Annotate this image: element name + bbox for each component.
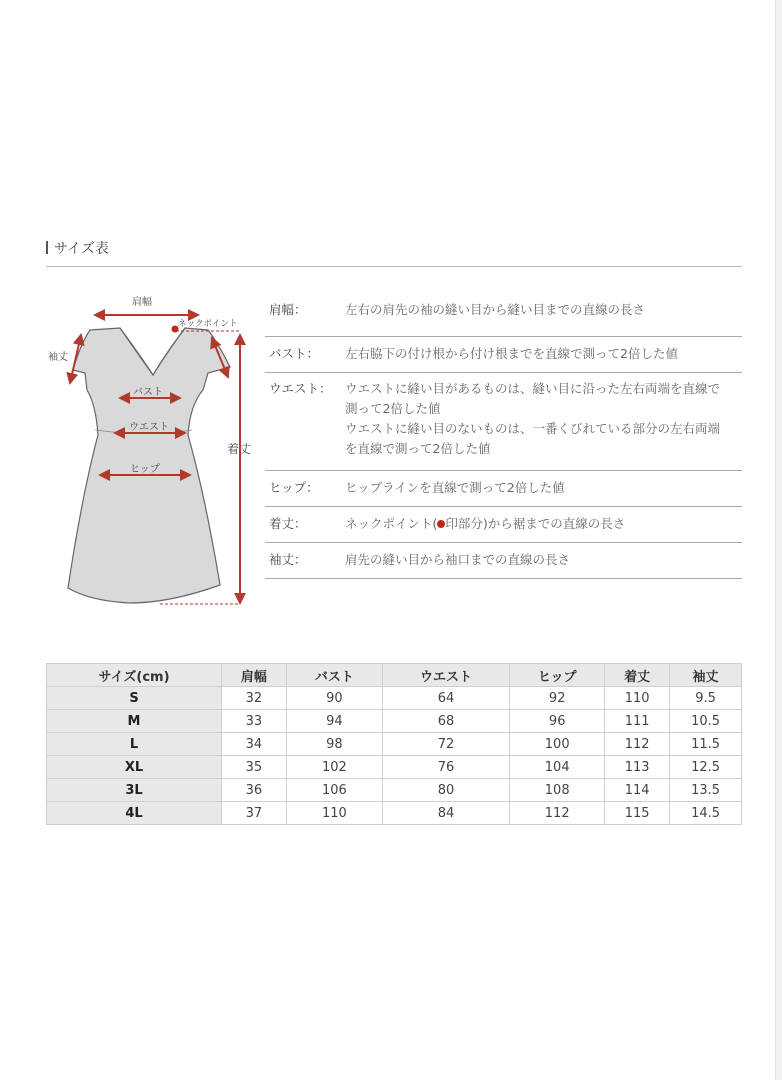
section-title-text: サイズ表 [54, 241, 109, 257]
label-length: 着丈 [227, 442, 252, 456]
table-cell: 34 [222, 733, 287, 756]
table-cell: 68 [382, 710, 509, 733]
table-cell: 112 [510, 802, 605, 825]
table-row [47, 779, 742, 802]
section-title [46, 238, 109, 258]
table-cell: 98 [286, 733, 382, 756]
table-cell: 110 [286, 802, 382, 825]
definition-text [345, 379, 742, 470]
size-cell: 3L [47, 779, 222, 802]
definition-term: バスト： [269, 346, 320, 361]
table-cell: 35 [222, 756, 287, 779]
table-cell: 33 [222, 710, 287, 733]
label-shoulder: 肩幅 [132, 297, 152, 308]
definition-text [345, 550, 742, 578]
table-cell: 72 [382, 733, 509, 756]
table-cell: 102 [286, 756, 382, 779]
definition-term: 着丈： [269, 516, 307, 531]
title-bar [46, 241, 48, 254]
size-chart-table [46, 663, 742, 825]
definition-line: ヒップラインを直線で測って2倍した値 [345, 480, 565, 495]
definition-row-waist [265, 373, 742, 471]
table-row [47, 733, 742, 756]
definition-row-hip [265, 471, 742, 507]
definition-row-sleeve [265, 543, 742, 579]
definition-line: を直線で測って2倍した値 [345, 441, 491, 456]
table-cell: 96 [510, 710, 605, 733]
definition-term: ヒップ： [269, 480, 319, 495]
definition-term: 袖丈： [269, 552, 307, 567]
table-cell: 90 [286, 687, 382, 710]
table-row [47, 710, 742, 733]
table-cell: 14.5 [670, 802, 742, 825]
size-cell: M [47, 710, 222, 733]
table-cell: 76 [382, 756, 509, 779]
definition-term: ウエスト： [269, 381, 332, 396]
header-hip: ヒップ [510, 664, 605, 687]
definition-text [345, 514, 742, 542]
title-divider [46, 266, 742, 267]
dress-diagram [40, 285, 265, 615]
table-cell: 84 [382, 802, 509, 825]
table-row [47, 802, 742, 825]
definition-line-prefix: ネックポイント( [345, 516, 438, 531]
definition-row-length [265, 507, 742, 543]
label-neck-point: ネックポイント [178, 319, 238, 329]
label-bust: バスト [133, 387, 163, 398]
table-header-row [47, 664, 742, 687]
table-cell: 94 [286, 710, 382, 733]
header-waist: ウエスト [382, 664, 509, 687]
header-size: サイズ(cm) [47, 664, 222, 687]
definition-line [345, 514, 742, 534]
measurement-definitions [265, 300, 742, 579]
table-cell: 115 [605, 802, 670, 825]
definition-line: 測って2倍した値 [345, 401, 441, 416]
header-bust: バスト [286, 664, 382, 687]
header-length: 着丈 [605, 664, 670, 687]
table-cell: 112 [605, 733, 670, 756]
table-cell: 106 [286, 779, 382, 802]
table-row [47, 756, 742, 779]
table-cell: 13.5 [670, 779, 742, 802]
table-cell: 32 [222, 687, 287, 710]
size-cell: 4L [47, 802, 222, 825]
table-cell: 100 [510, 733, 605, 756]
table-row [47, 687, 742, 710]
definition-text [345, 344, 742, 372]
table-cell: 111 [605, 710, 670, 733]
definition-line: ウエストに縫い目があるものは、縫い目に沿った左右両端を直線で [345, 381, 721, 396]
table-cell: 36 [222, 779, 287, 802]
table-cell: 12.5 [670, 756, 742, 779]
table-cell: 110 [605, 687, 670, 710]
table-cell: 114 [605, 779, 670, 802]
size-cell: L [47, 733, 222, 756]
table-cell: 64 [382, 687, 509, 710]
definition-line: 肩先の縫い目から袖口までの直線の長さ [345, 552, 571, 567]
definition-term: 肩幅： [269, 302, 307, 317]
definition-text [345, 300, 742, 336]
header-sleeve: 袖丈 [670, 664, 742, 687]
table-cell: 104 [510, 756, 605, 779]
table-cell: 9.5 [670, 687, 742, 710]
size-cell: XL [47, 756, 222, 779]
table-cell: 92 [510, 687, 605, 710]
label-waist: ウエスト [129, 422, 169, 433]
header-shoulder: 肩幅 [222, 664, 287, 687]
definition-row-shoulder [265, 300, 742, 337]
label-sleeve: 袖丈 [48, 352, 68, 363]
definition-line: ウエストに縫い目のないものは、一番くびれている部分の左右両端 [345, 421, 721, 436]
definition-text [345, 478, 742, 506]
definition-row-bust [265, 337, 742, 373]
definition-line: 左右脇下の付け根から付け根までを直線で測って2倍した値 [345, 346, 678, 361]
table-cell: 113 [605, 756, 670, 779]
definition-line: 左右の肩先の袖の縫い目から縫い目までの直線の長さ [345, 302, 646, 317]
definition-line-suffix: 印部分)から裾までの直線の長さ [445, 516, 626, 531]
table-cell: 11.5 [670, 733, 742, 756]
table-cell: 108 [510, 779, 605, 802]
table-cell: 37 [222, 802, 287, 825]
size-cell: S [47, 687, 222, 710]
right-edge-strip [775, 0, 782, 1080]
table-cell: 80 [382, 779, 509, 802]
table-cell: 10.5 [670, 710, 742, 733]
label-hip: ヒップ [130, 464, 160, 475]
